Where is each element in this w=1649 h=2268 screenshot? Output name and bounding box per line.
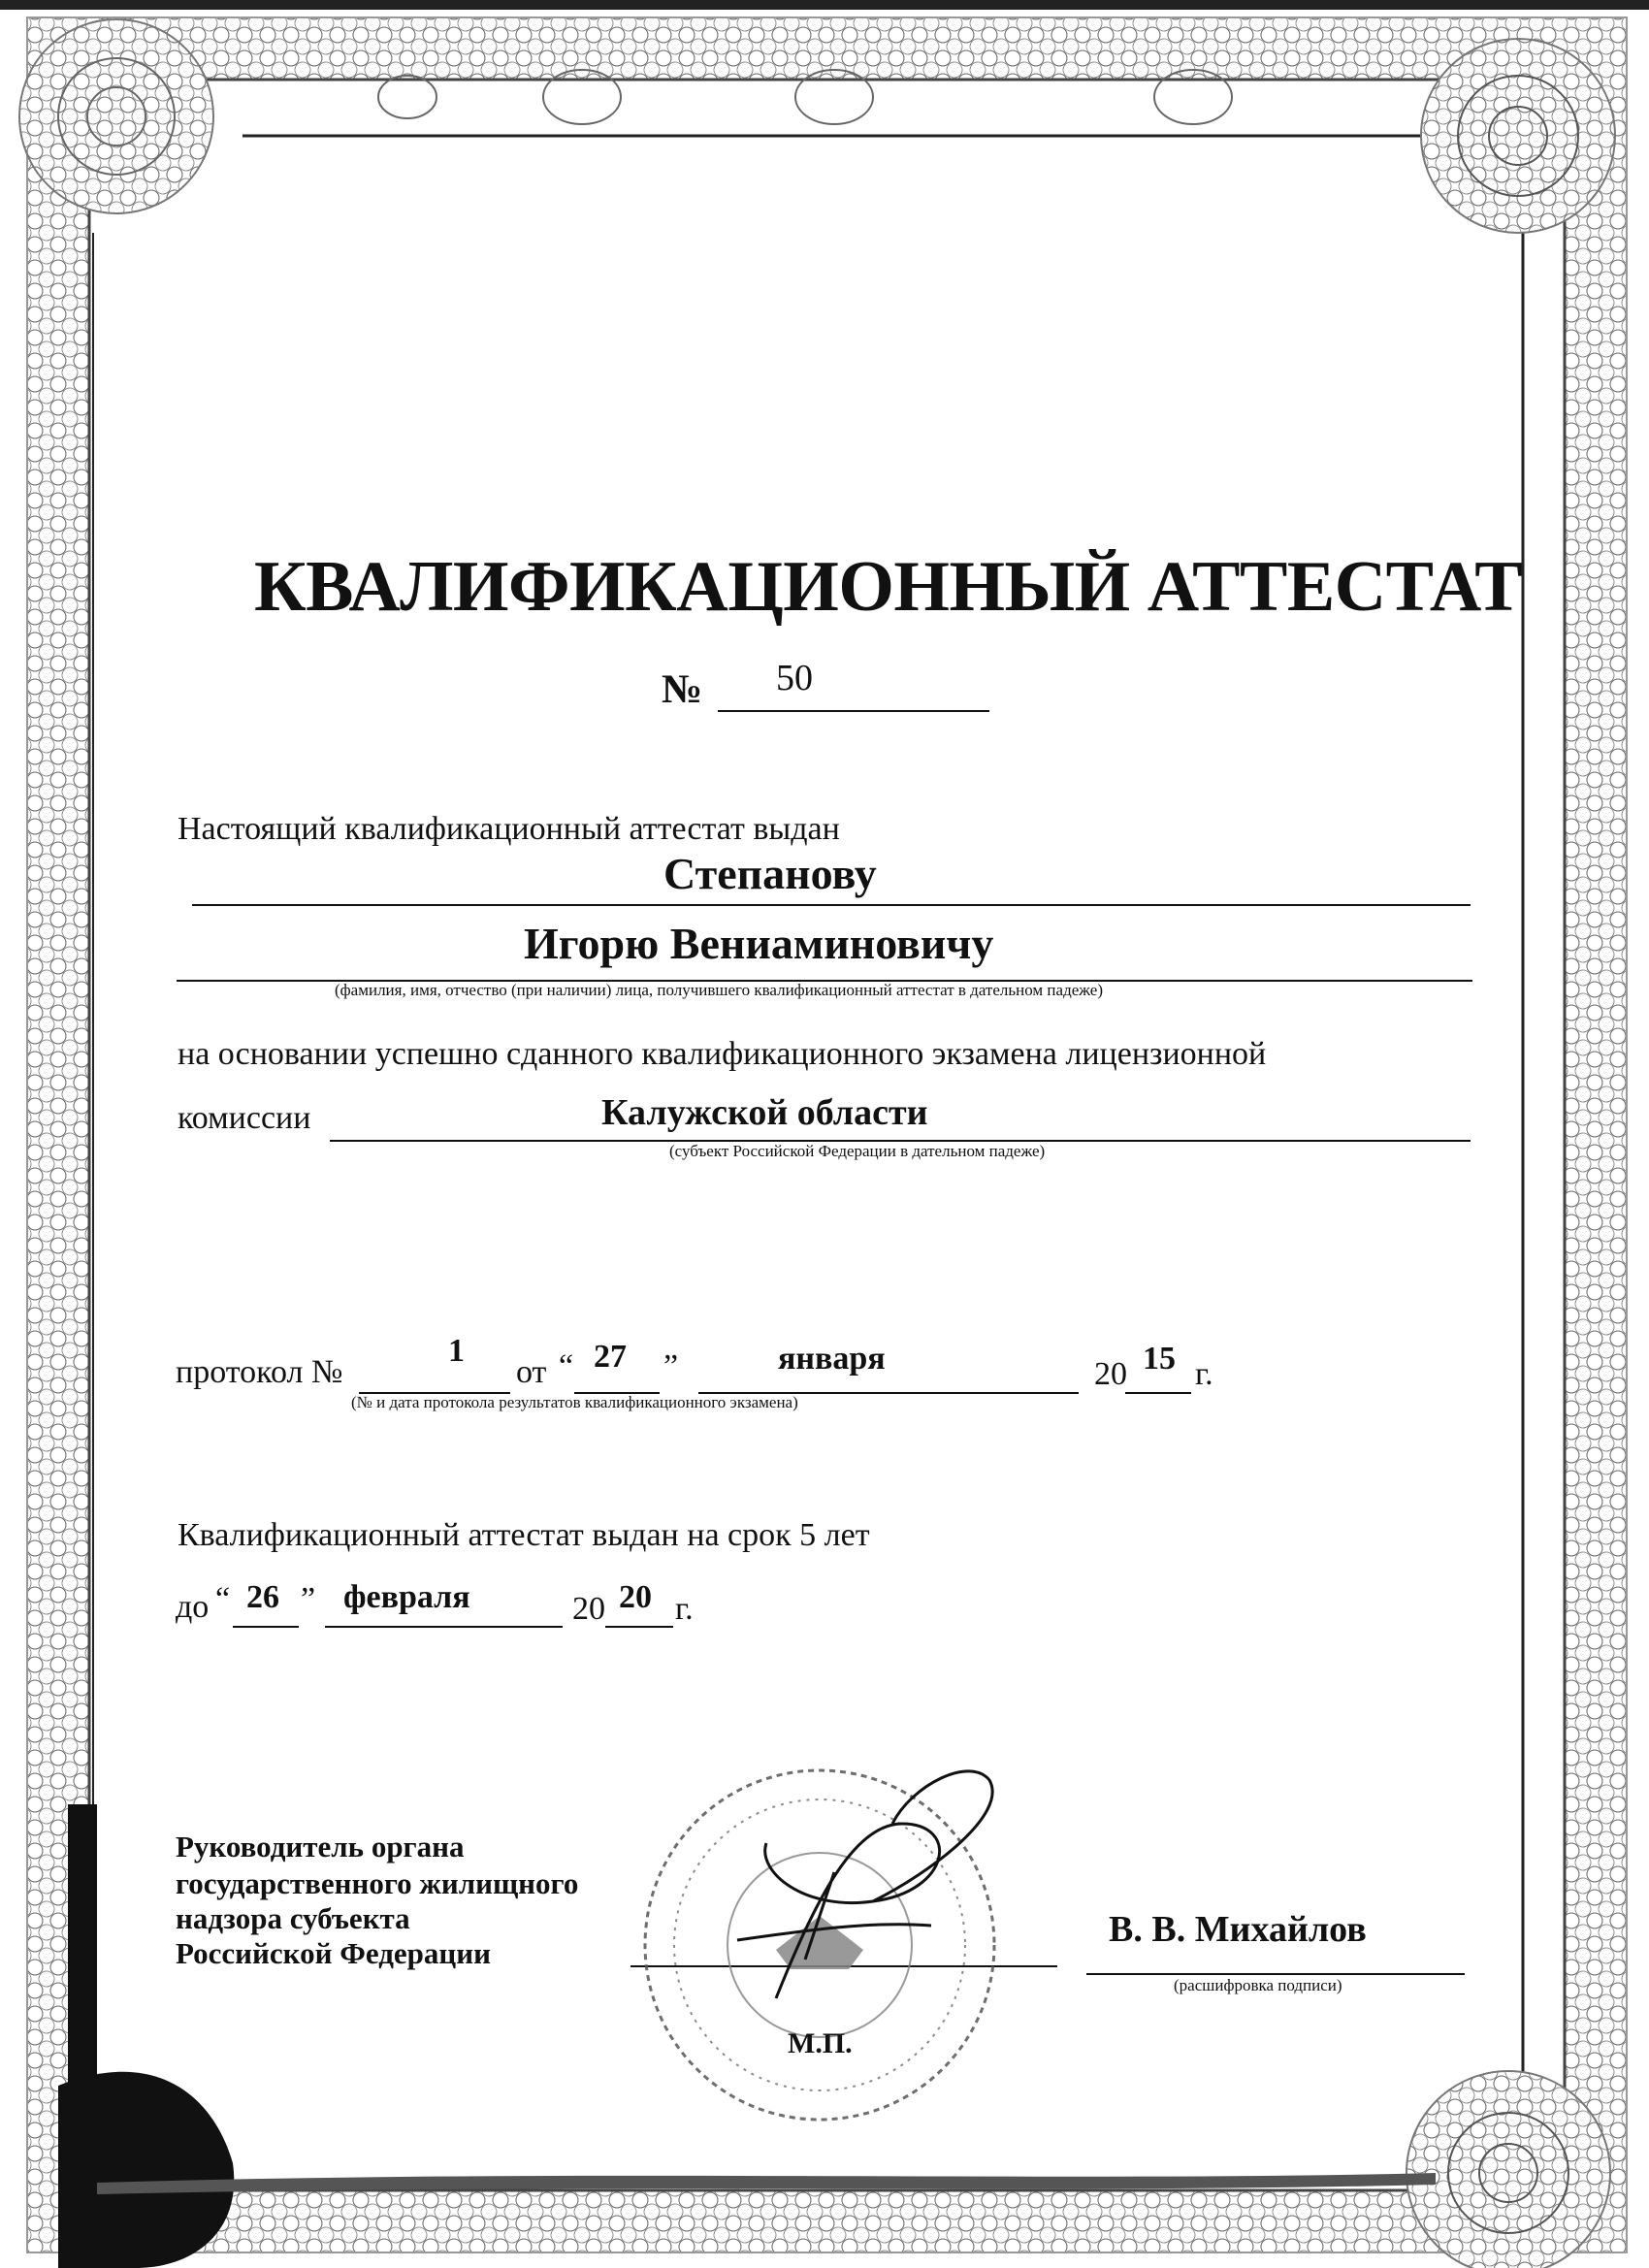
recipient-caption: (фамилия, имя, отчество (при наличии) лица, получившего квалификационный аттестат в дательном падеже)	[335, 981, 1103, 999]
signatory-position-line-3: надзора субъекта	[176, 1901, 410, 1935]
surname-line	[192, 904, 1471, 906]
signature-line	[630, 1965, 1057, 1967]
protocol-year-unit: г.	[1195, 1356, 1213, 1392]
validity-year-line	[605, 1626, 673, 1628]
corner-rosette-bottom-right	[1406, 2071, 1610, 2268]
protocol-month: января	[778, 1341, 886, 1377]
validity-month: февраля	[343, 1579, 470, 1615]
validity-day-close-quote: ”	[301, 1581, 316, 1617]
region-caption: (субъект Российской Федерации в дательном падеже)	[669, 1142, 1046, 1160]
signatory-position-line-4: Российской Федерации	[176, 1936, 491, 1970]
certificate-number: 50	[776, 658, 813, 698]
validity-year-prefix: 20	[572, 1591, 605, 1627]
protocol-day-open-quote: “	[559, 1348, 574, 1384]
protocol-day: 27	[594, 1339, 627, 1375]
issued-intro-text: Настоящий квалификационный аттестат выдан	[178, 811, 840, 847]
validity-year-unit: г.	[675, 1591, 694, 1627]
protocol-year-line	[1125, 1392, 1191, 1394]
number-line	[718, 710, 989, 712]
signatory-name: В. В. Михайлов	[1109, 1909, 1367, 1950]
corner-rosette-top-left	[19, 19, 213, 213]
recipient-name: Игорю Вениаминовичу	[524, 919, 994, 968]
validity-until-label: до	[176, 1589, 210, 1625]
validity-day: 26	[246, 1579, 279, 1615]
document-title: КВАЛИФИКАЦИОННЫЙ АТТЕСТАТ	[254, 547, 1523, 627]
stamp-mp-label: М.П.	[788, 2027, 853, 2059]
corner-rosette-top-right	[1421, 39, 1615, 233]
commission-region: Калужской области	[601, 1092, 928, 1133]
validity-year-suffix: 20	[619, 1579, 652, 1615]
protocol-caption: (№ и дата протокола результатов квалификационного экзамена)	[351, 1393, 798, 1411]
protocol-year-suffix: 15	[1143, 1341, 1176, 1377]
validity-day-line	[233, 1626, 299, 1628]
protocol-label: протокол №	[176, 1354, 343, 1390]
commission-label: комиссии	[178, 1100, 311, 1136]
protocol-from-label: от	[516, 1354, 547, 1390]
validity-day-open-quote: “	[215, 1581, 231, 1617]
protocol-number: 1	[448, 1333, 465, 1369]
signatory-position-line-2: государственного жилищного	[176, 1866, 579, 1900]
basis-text: на основании успешно сданного квалификационного экзамена лицензионной	[178, 1036, 1267, 1072]
validity-text: Квалификационный аттестат выдан на срок 5 лет	[178, 1517, 870, 1553]
validity-month-line	[325, 1626, 563, 1628]
signatory-name-caption: (расшифровка подписи)	[1174, 1976, 1342, 1994]
signatory-position-line-1: Руководитель органа	[176, 1830, 465, 1863]
protocol-year-prefix: 20	[1094, 1356, 1127, 1392]
protocol-day-close-quote: ”	[663, 1348, 679, 1384]
number-sign: №	[662, 667, 703, 712]
name-decode-line	[1086, 1973, 1465, 1975]
recipient-surname: Степанову	[663, 849, 877, 898]
